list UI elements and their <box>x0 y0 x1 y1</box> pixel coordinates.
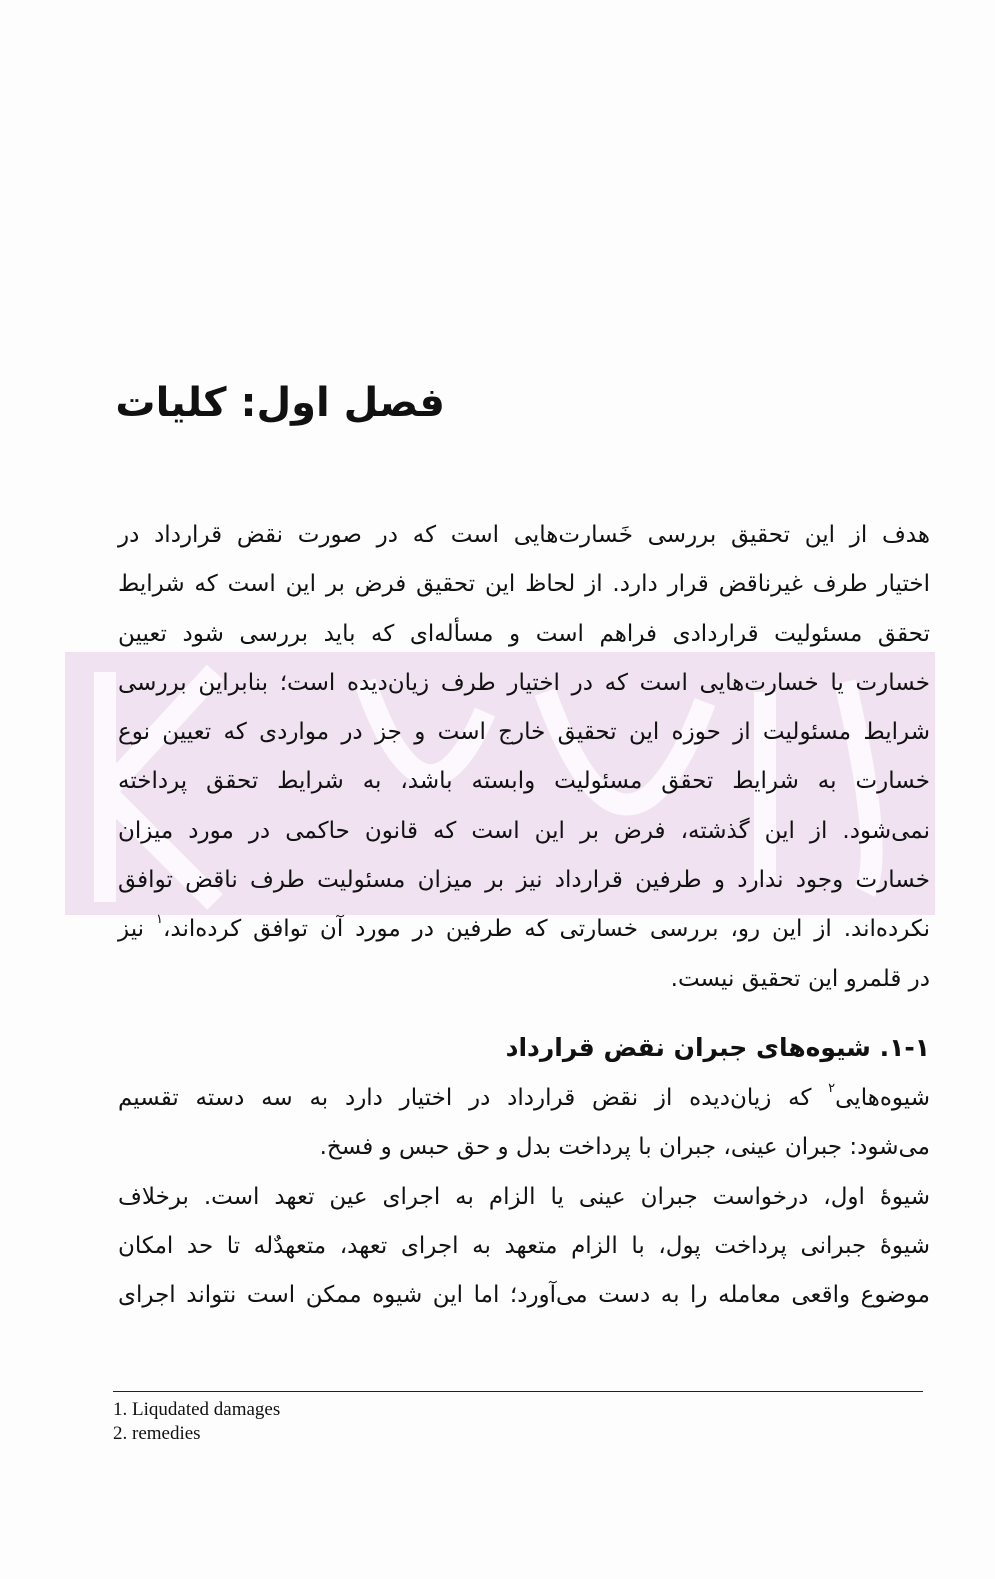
footnote-ref-1[interactable]: ۱ <box>155 912 163 928</box>
text-line: موضوع واقعی معامله را به دست می‌آورد؛ اما این شیوه ممکن است نتواند اجرای <box>118 1282 930 1309</box>
text-segment: شیوه‌هایی <box>835 1085 930 1111</box>
text-line: شرایط مسئولیت از حوزه این تحقیق خارج است و جز در مواردی که تعیین نوع <box>118 719 930 746</box>
footnote-2: 2. remedies <box>113 1423 201 1444</box>
text-line <box>118 905 930 954</box>
text-line: خسارت یا خسارت‌هایی است که در اختیار طرف زیان‌دیده است؛ بنابراین بررسی <box>118 669 930 696</box>
text-segment: نکرده‌اند. از این رو، بررسی خسارتی که طرفین در مورد آن توافق کرده‌اند، <box>162 916 931 943</box>
section-remedies <box>118 1022 930 1320</box>
paragraph-intro <box>118 511 930 1004</box>
text-line: نمی‌شود. از این گذشته، فرض بر این است که قانون حاکمی در مورد میزان <box>118 817 930 844</box>
footnote-ref-2[interactable]: ۲ <box>828 1081 836 1096</box>
footnote-divider <box>113 1391 923 1392</box>
text-line: خسارت وجود ندارد و طرفین قرارداد نیز بر میزان مسئولیت طرف ناقض توافق <box>118 867 930 894</box>
text-line: شیوهٔ اول، درخواست جبران عینی یا الزام به اجرای عین تعهد است. برخلاف <box>118 1183 930 1210</box>
text-line: در قلمرو این تحقیق نیست. <box>670 965 930 992</box>
footnote-1: 1. Liqudated damages <box>113 1399 281 1420</box>
text-line: خسارت به شرایط تحقق مسئولیت وابسته باشد، به شرایط تحقق پرداخته <box>118 768 930 795</box>
chapter-title: فصل اول: کلیات <box>115 380 445 426</box>
text-segment: که زیان‌دیده از نقض قرارداد در اختیار دارد به سه دسته تقسیم <box>118 1085 829 1111</box>
text-segment: نیز <box>118 916 156 943</box>
section-heading: ۱-۱. شیوه‌های جبران نقض قرارداد <box>505 1033 930 1062</box>
text-line: اختیار طرف غیرناقض قرار دارد. از لحاظ این تحقیق فرض بر این است که شرایط <box>118 571 930 598</box>
text-line: می‌شود: جبران عینی، جبران با پرداخت بدل و حق حبس و فسخ. <box>319 1134 930 1161</box>
text-line: شیوهٔ جبرانی پرداخت پول، با الزام متعهد به اجرای تعهد، متعهدٌله تا حد امکان <box>118 1232 930 1259</box>
text-line <box>118 1074 930 1123</box>
text-line: هدف از این تحقیق بررسی خَسارت‌هایی است که در صورت نقض قرارداد در <box>118 522 930 548</box>
text-line: تحقق مسئولیت قراردادی فراهم است و مسأله‌ای که باید بررسی شود تعیین <box>118 620 930 647</box>
